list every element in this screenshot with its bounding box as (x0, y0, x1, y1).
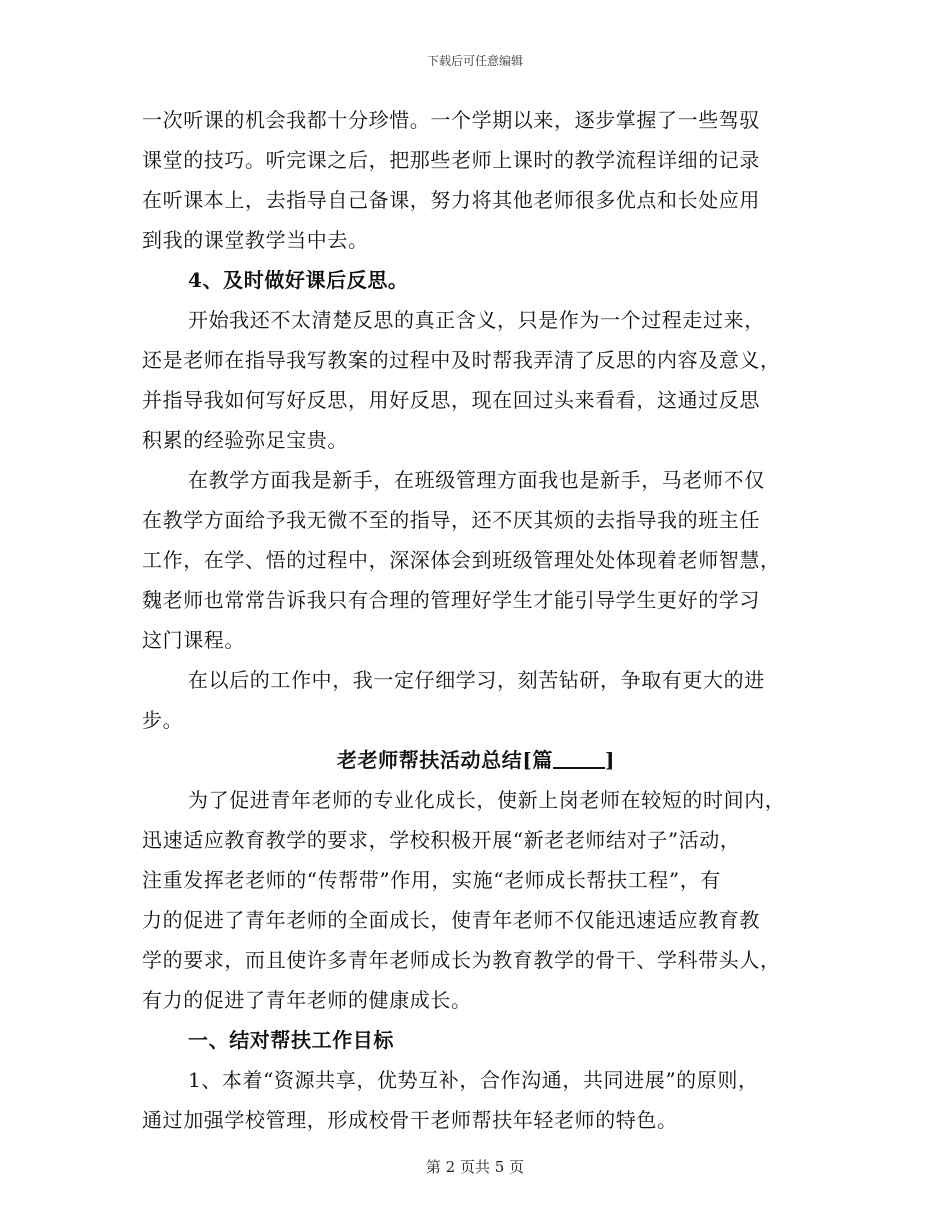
paragraph-line: 步。 (142, 708, 184, 732)
paragraph-line: 为了促进青年老师的专业化成长，使新上岗老师在较短的时间内， (188, 788, 786, 812)
paragraph-line: 开始我还不太清楚反思的真正含义，只是作为一个过程走过来， (188, 308, 765, 332)
paragraph-line: 力的促进了青年老师的全面成长，使青年老师不仅能迅速适应教育教 (142, 908, 760, 932)
section-heading: 一、结对帮扶工作目标 (188, 1028, 394, 1052)
title-bracket: ] (605, 748, 616, 772)
title-blank (553, 747, 605, 769)
page-header: 下载后可任意编辑 (426, 54, 523, 68)
paragraph-line: 在以后的工作中，我一定仔细学习，刻苦钻研，争取有更大的进 (188, 668, 765, 692)
paragraph-line: 魏老师也常常告诉我只有合理的管理好学生才能引导学生更好的学习 (142, 588, 760, 612)
paragraph-line: 通过加强学校管理，形成校骨干老师帮扶年轻老师的特色。 (142, 1108, 678, 1132)
paragraph-line: 迅速适应教育教学的要求，学校积极开展“新老老师结对子”活动， (142, 828, 741, 852)
paragraph-line: 还是老师在指导我写教案的过程中及时帮我弄清了反思的内容及意义， (142, 348, 781, 372)
paragraph-line: 这门课程。 (142, 628, 245, 652)
paragraph-line: 工作，在学、悟的过程中，深深体会到班级管理处处体现着老师智慧， (142, 548, 781, 572)
document-title (142, 740, 810, 780)
paragraph-line: 注重发挥老老师的“传帮带”作用，实施“老师成长帮扶工程”，有 (142, 868, 721, 892)
paragraph-line: 1、本着“资源共享，优势互补，合作沟通，共同进展”的原则， (188, 1068, 759, 1092)
paragraph-line: 并指导我如何写好反思，用好反思，现在回过头来看看，这通过反思 (142, 388, 760, 412)
paragraph-line: 在听课本上，去指导自己备课，努力将其他老师很多优点和长处应用 (142, 188, 760, 212)
section-heading: 4、及时做好课后反思。 (188, 268, 409, 292)
paragraph-line: 有力的促进了青年老师的健康成长。 (142, 988, 472, 1012)
paragraph-line: 一次听课的机会我都十分珍惜。一个学期以来，逐步掌握了一些驾驭 (142, 108, 760, 132)
paragraph-line: 到我的课堂教学当中去。 (142, 228, 369, 252)
paragraph-line: 在教学方面我是新手，在班级管理方面我也是新手，马老师不仅 (188, 468, 765, 492)
paragraph-line: 在教学方面给予我无微不至的指导，还不厌其烦的去指导我的班主任 (142, 508, 760, 532)
paragraph-line: 积累的经验弥足宝贵。 (142, 428, 348, 452)
page-footer: 第 2 页共 5 页 (425, 1158, 525, 1176)
paragraph-line: 学的要求，而且使许多青年老师成长为教育教学的骨干、学科带头人， (142, 948, 781, 972)
document-title-text: 老老师帮扶活动总结[篇 (336, 748, 553, 772)
paragraph-line: 课堂的技巧。听完课之后，把那些老师上课时的教学流程详细的记录 (142, 148, 760, 172)
